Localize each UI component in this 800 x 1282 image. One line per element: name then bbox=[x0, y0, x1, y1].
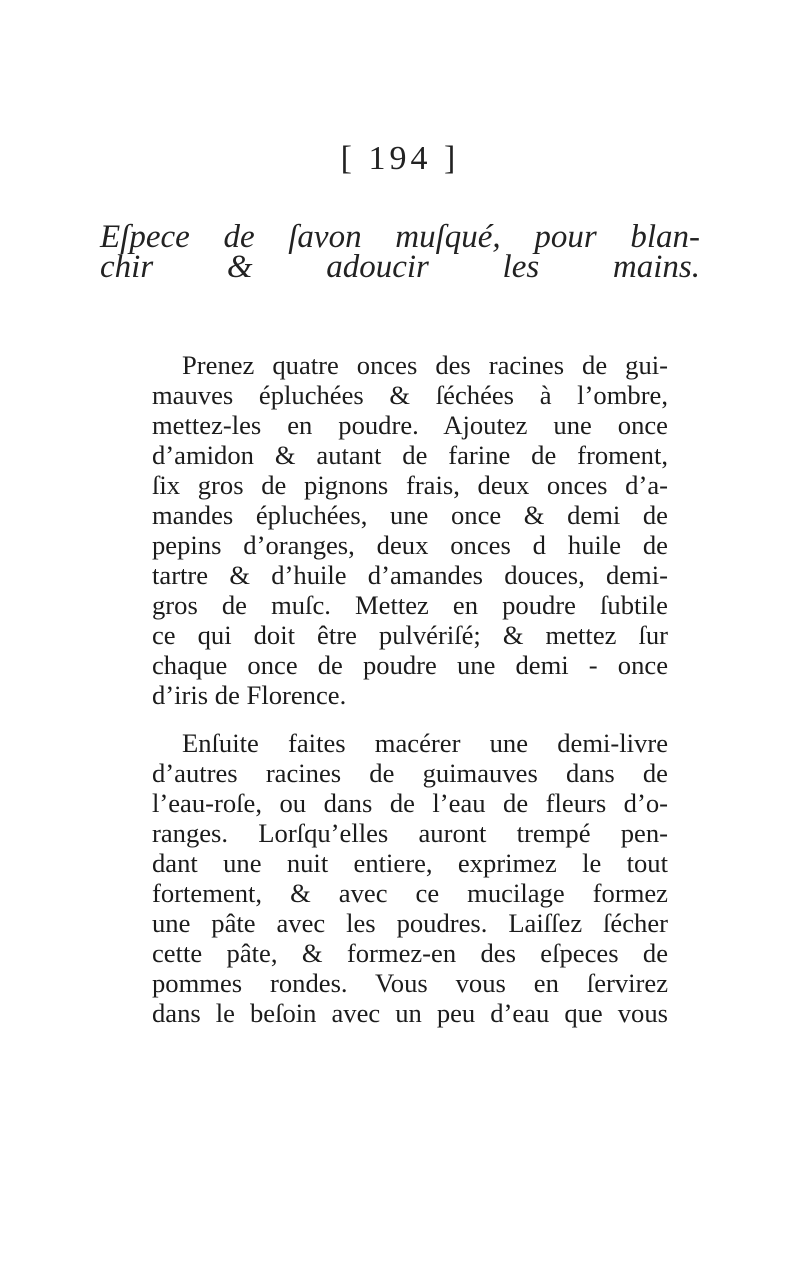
text-line: pepins d’oranges, deux onces d huile de bbox=[152, 530, 668, 560]
text-line: dans le beſoin avec un peu d’eau que vous bbox=[152, 998, 668, 1028]
text-line: Enſuite faites macérer une demi-livre bbox=[182, 728, 668, 758]
paragraph-recipe-paste bbox=[152, 728, 668, 1028]
text-line: pommes rondes. Vous vous en ſervirez bbox=[152, 968, 668, 998]
text-line: ſix gros de pignons frais, deux onces d’a- bbox=[152, 470, 668, 500]
text-line: ranges. Lorſqu’elles auront trempé pen- bbox=[152, 818, 668, 848]
text-line: une pâte avec les poudres. Laiſſez ſécher bbox=[152, 908, 668, 938]
text-line: fortement, & avec ce mucilage formez bbox=[152, 878, 668, 908]
text-line: d’iris de Florence. bbox=[152, 680, 347, 710]
text-line: ce qui doit être pulvériſé; & mettez ſur bbox=[152, 620, 668, 650]
text-line: mauves épluchées & ſéchées à l’ombre, bbox=[152, 380, 668, 410]
section-heading bbox=[100, 219, 700, 285]
paragraph-recipe-powders bbox=[152, 350, 668, 710]
text-line: l’eau-roſe, ou dans de l’eau de fleurs d’o- bbox=[152, 788, 668, 818]
text-line: d’autres racines de guimauves dans de bbox=[152, 758, 668, 788]
page-number: [ 194 ] bbox=[340, 140, 460, 177]
text-line: d’amidon & autant de farine de froment, bbox=[152, 440, 668, 470]
heading-line: chir & adoucir les mains. bbox=[100, 249, 700, 285]
heading-line: Eſpece de ſavon muſqué, pour blan- bbox=[100, 219, 700, 255]
text-line: Prenez quatre onces des racines de gui- bbox=[182, 350, 668, 380]
text-line: gros de muſc. Mettez en poudre ſubtile bbox=[152, 590, 668, 620]
text-line: chaque once de poudre une demi - once bbox=[152, 650, 668, 680]
text-line: dant une nuit entiere, exprimez le tout bbox=[152, 848, 668, 878]
text-line: mandes épluchées, une once & demi de bbox=[152, 500, 668, 530]
text-line: cette pâte, & formez-en des eſpeces de bbox=[152, 938, 668, 968]
text-line: mettez-les en poudre. Ajoutez une once bbox=[152, 410, 668, 440]
text-line: tartre & d’huile d’amandes douces, demi- bbox=[152, 560, 668, 590]
